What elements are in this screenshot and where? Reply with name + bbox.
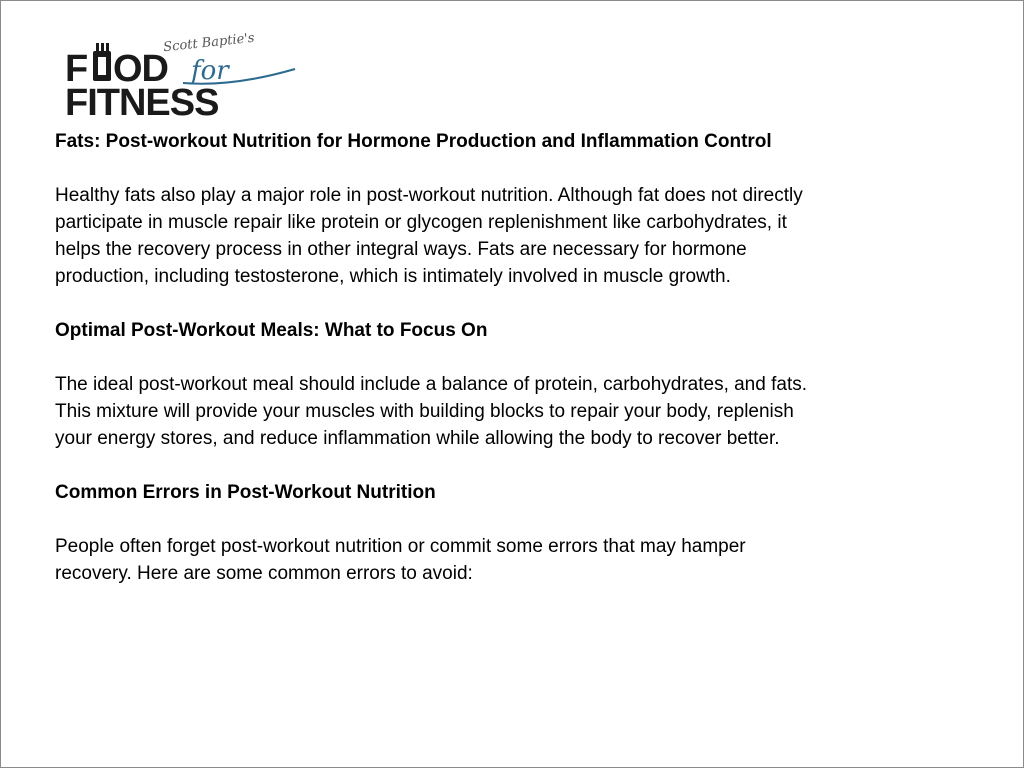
paragraph-line: The ideal post-workout meal should include a balance of protein, carbohydrates, and fats. (55, 374, 808, 395)
paragraph-line: your energy stores, and reduce inflammation while allowing the body to recover better. (55, 428, 780, 449)
section-heading: Optimal Post-Workout Meals: What to Focus On (55, 320, 488, 341)
section-optimal-meals (55, 317, 975, 452)
food-for-fitness-logo (63, 29, 303, 119)
svg-text:OD: OD (113, 48, 168, 90)
section-heading: Common Errors in Post-Workout Nutrition (55, 482, 436, 503)
section-fats (55, 128, 975, 290)
svg-text:Scott Baptie's: Scott Baptie's (162, 30, 256, 56)
paragraph-line: participate in muscle repair like protein or glycogen replenishment like carbohydrates, it (55, 212, 787, 233)
svg-text:FITNESS: FITNESS (65, 82, 219, 119)
svg-text:for: for (191, 56, 229, 86)
paragraph-line: Healthy fats also play a major role in post-workout nutrition. Although fat does not directly (55, 185, 803, 206)
svg-text:F: F (65, 48, 88, 90)
section-common-errors (55, 479, 975, 587)
paragraph-line: People often forget post-workout nutrition or commit some errors that may hamper (55, 536, 746, 557)
paragraph-line: helps the recovery process in other integral ways. Fats are necessary for hormone (55, 239, 747, 260)
paragraph-line: This mixture will provide your muscles with building blocks to repair your body, replenish (55, 401, 794, 422)
paragraph-line: production, including testosterone, which is intimately involved in muscle growth. (55, 266, 731, 287)
paragraph-line: recovery. Here are some common errors to avoid: (55, 563, 473, 584)
article-body (55, 128, 975, 587)
section-heading: Fats: Post-workout Nutrition for Hormone Production and Inflammation Control (55, 131, 772, 152)
